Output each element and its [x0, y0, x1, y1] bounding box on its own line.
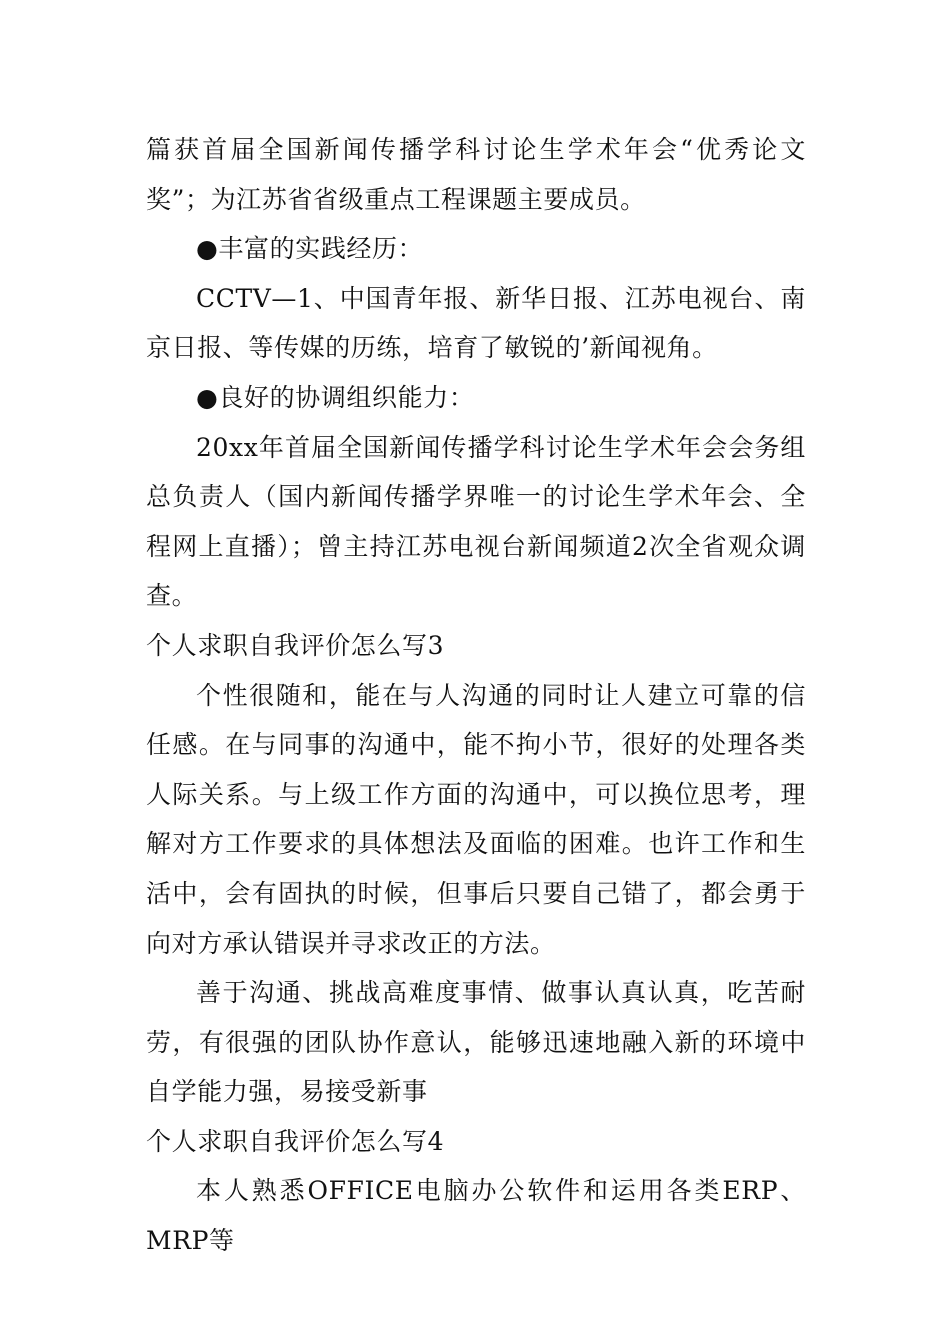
section-heading-3: 个人求职自我评价怎么写3: [146, 630, 445, 660]
paragraph-office-skills: 本人熟悉OFFICE电脑办公软件和运用各类ERP、MRP等: [146, 1176, 806, 1256]
paragraph-practice-body: CCTV—1、中国青年报、新华日报、江苏电视台、南京日报、等传媒的历练，培育了敏锐的’新闻视角。: [146, 283, 806, 363]
paragraph-personality: 个性很随和，能在与人沟通的同时让人建立可靠的信任感。在与同事的沟通中，能不拘小节，很好的处理各类人际关系。与上级工作方面的沟通中，可以换位思考，理解对方工作要求的具体想法及面临的困难。也许工作和生活中，会有固执的时候，但事后只要自己错了，都会勇于向对方承认错误并寻求改正的方法。: [146, 680, 806, 958]
paragraph-continuation: 篇获首届全国新闻传播学科讨论生学术年会“优秀论文奖”；为江苏省省级重点工程课题主要成员。: [146, 135, 806, 214]
section-heading-4: 个人求职自我评价怎么写4: [146, 1126, 445, 1156]
paragraph-communication: 善于沟通、挑战高难度事情、做事认真认真，吃苦耐劳，有很强的团队协作意认，能够迅速地融入新的环境中自学能力强，易接受新事: [146, 978, 806, 1107]
paragraph-practice-heading: ●丰富的实践经历：: [196, 234, 424, 264]
paragraph-coordination-heading: ●良好的协调组织能力：: [196, 382, 475, 412]
paragraph-coordination-body: 20xx年首届全国新闻传播学科讨论生学术年会会务组总负责人（国内新闻传播学界唯一的讨论生学术年会、全程网上直播）；曾主持江苏电视台新闻频道2次全省观众调查。: [146, 432, 806, 611]
document-body: [146, 125, 806, 1266]
